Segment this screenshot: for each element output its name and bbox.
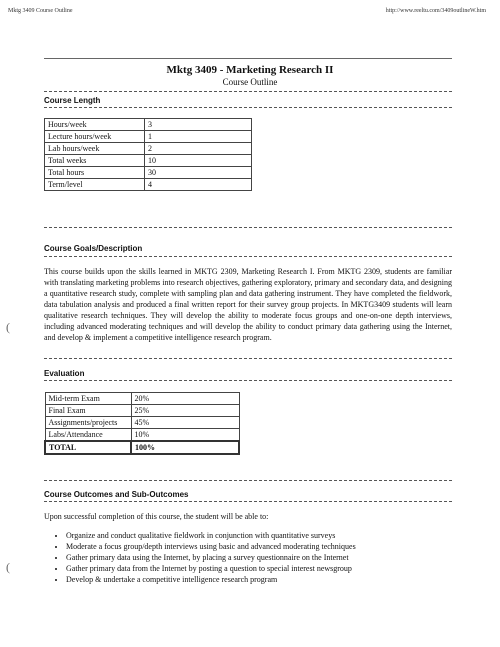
scan-edge-mark: (: [6, 320, 10, 334]
table-cell-value: 30: [145, 167, 252, 179]
table-cell-value: 2: [145, 143, 252, 155]
list-item: • Gather primary data from the Internet by posting a question to special interest newsgroup: [66, 563, 466, 574]
table-cell-value: 10%: [131, 429, 239, 442]
table-cell-label: Total weeks: [45, 155, 145, 167]
table-cell-label: Assignments/projects: [45, 417, 131, 429]
table-row: [45, 167, 252, 179]
table-row: [45, 119, 252, 131]
divider: [44, 227, 452, 228]
table-row: [45, 429, 239, 442]
page-header-url: http://www.reeltu.com/3409outlineW.htm: [385, 8, 486, 14]
scan-edge-mark: (: [6, 560, 10, 574]
table-cell-value: 3: [145, 119, 252, 131]
table-cell-label: Term/level: [45, 179, 145, 191]
page-title: Mktg 3409 - Marketing Research II: [166, 64, 334, 76]
section-heading-evaluation: Evaluation: [44, 369, 85, 378]
table-cell-label: Final Exam: [45, 405, 131, 417]
table-cell-value: 20%: [131, 393, 239, 405]
section-heading-outcomes: Course Outcomes and Sub-Outcomes: [44, 490, 189, 499]
section-heading-course-length: Course Length: [44, 96, 101, 105]
course-length-table: [44, 118, 252, 191]
list-item: • Gather primary data using the Internet, by placing a survey questionnaire on the Internet: [66, 552, 466, 563]
divider: [44, 501, 452, 502]
divider: [44, 256, 452, 257]
list-item: • Organize and conduct qualitative fieldwork in conjunction with quantitative surveys: [66, 530, 466, 541]
page-subtitle: Course Outline: [222, 77, 278, 87]
title-block: [0, 64, 500, 87]
table-cell-label: Lecture hours/week: [45, 131, 145, 143]
divider: [44, 58, 452, 59]
divider: [44, 380, 452, 381]
evaluation-table: [44, 392, 240, 455]
table-cell-label: Hours/week: [45, 119, 145, 131]
table-cell-label: Lab hours/week: [45, 143, 145, 155]
page-header-left: Mktg 3409 Course Outline: [8, 8, 73, 14]
table-cell-value: 4: [145, 179, 252, 191]
divider: [44, 107, 452, 108]
table-row: [45, 143, 252, 155]
list-item: • Moderate a focus group/depth interviews using basic and advanced moderating techniques: [66, 541, 466, 552]
table-row: [45, 405, 239, 417]
table-cell-value: 10: [145, 155, 252, 167]
table-row: [45, 179, 252, 191]
outcomes-intro: Upon successful completion of this course, the student will be able to:: [44, 512, 269, 521]
table-row: [45, 131, 252, 143]
table-row: [45, 155, 252, 167]
goals-description: This course builds upon the skills learned in MKTG 2309, Marketing Research I. From MKTG 2309, students are familiar with translating marketing problems into research objectives, gathering exploratory, primary and secondary data, and designing a quantitative research study, complete with sampling plan and data gathering instrument. They have completed the fieldwork, data tabulation analysis and produced a final written report for their survey group projects. In MKTG3409 students will learn qualitative research techniques. They will develop the ability to moderate focus groups and one-on-one depth interviews, including advanced moderating techniques and will develop the ability to conduct primary data gathering using the Internet, and develop & implement a competitive intelligence research program.: [44, 267, 452, 342]
table-cell-label: TOTAL: [45, 441, 131, 454]
divider: [44, 91, 452, 92]
divider: [44, 480, 452, 481]
divider: [44, 358, 452, 359]
table-row: [45, 393, 239, 405]
table-cell-label: Labs/Attendance: [45, 429, 131, 442]
table-cell-value: 100%: [131, 441, 239, 454]
table-cell-value: 45%: [131, 417, 239, 429]
outcomes-list: [48, 530, 466, 585]
table-cell-label: Total hours: [45, 167, 145, 179]
table-row-total: [45, 441, 239, 454]
section-heading-goals: Course Goals/Description: [44, 244, 143, 253]
table-cell-label: Mid-term Exam: [45, 393, 131, 405]
table-cell-value: 1: [145, 131, 252, 143]
table-row: [45, 417, 239, 429]
list-item: • Develop & undertake a competitive intelligence research program: [66, 574, 466, 585]
table-cell-value: 25%: [131, 405, 239, 417]
